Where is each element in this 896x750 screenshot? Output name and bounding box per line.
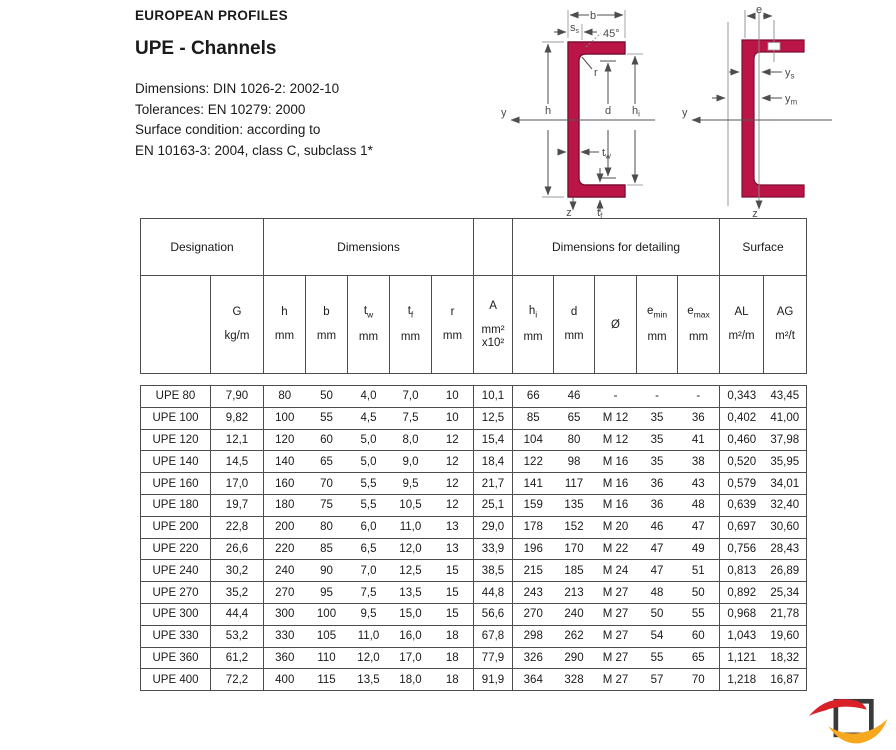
column-header: Ø: [595, 276, 637, 374]
value-cell: 38,5: [474, 560, 513, 582]
value-cell: 12,5: [390, 560, 432, 582]
value-cell: 32,40: [764, 494, 807, 516]
dim-label-r: r: [594, 67, 598, 79]
value-cell: 90: [306, 560, 348, 582]
dim-label-h: h: [544, 105, 552, 117]
value-cell: 66: [513, 386, 554, 408]
value-cell: 12: [432, 429, 474, 451]
value-cell: 44,4: [211, 603, 264, 625]
value-cell: 21,7: [474, 473, 513, 495]
value-cell: 6,5: [348, 538, 390, 560]
value-cell: M 22: [595, 538, 637, 560]
value-cell: M 27: [595, 625, 637, 647]
value-cell: 115: [306, 669, 348, 691]
value-cell: 15,0: [390, 603, 432, 625]
value-cell: 0,343: [720, 386, 764, 408]
value-cell: 10: [432, 386, 474, 408]
dim-label-e: e: [755, 4, 763, 16]
designation-cell: UPE 160: [141, 473, 211, 495]
dim-label-45deg: 45°: [603, 28, 620, 40]
value-cell: 10,1: [474, 386, 513, 408]
column-header: $e_{max}$ mm: [678, 276, 720, 374]
value-cell: 18,0: [390, 669, 432, 691]
profile-data-table: [140, 385, 807, 691]
value-cell: 1,043: [720, 625, 764, 647]
table-row: [141, 625, 807, 647]
value-cell: 9,5: [348, 603, 390, 625]
value-cell: 5,0: [348, 429, 390, 451]
value-cell: 0,892: [720, 582, 764, 604]
value-cell: M 27: [595, 582, 637, 604]
value-cell: M 12: [595, 429, 637, 451]
value-cell: 53,2: [211, 625, 264, 647]
value-cell: 262: [554, 625, 595, 647]
value-cell: 12: [432, 473, 474, 495]
value-cell: -: [678, 386, 720, 408]
dim-label-d: d: [604, 105, 612, 117]
value-cell: M 16: [595, 451, 637, 473]
value-cell: 10,5: [390, 494, 432, 516]
value-cell: 12: [432, 451, 474, 473]
value-cell: 13: [432, 538, 474, 560]
value-cell: 180: [264, 494, 306, 516]
value-cell: 13,5: [390, 582, 432, 604]
value-cell: 7,90: [211, 386, 264, 408]
column-header-row: [141, 276, 807, 374]
value-cell: 47: [637, 560, 678, 582]
value-cell: 47: [678, 516, 720, 538]
value-cell: 72,2: [211, 669, 264, 691]
value-cell: 15: [432, 560, 474, 582]
designation-cell: UPE 270: [141, 582, 211, 604]
value-cell: 0,579: [720, 473, 764, 495]
value-cell: 12,0: [348, 647, 390, 669]
value-cell: 29,0: [474, 516, 513, 538]
channel-profile-shape: [742, 40, 804, 197]
value-cell: 10: [432, 407, 474, 429]
value-cell: 85: [306, 538, 348, 560]
value-cell: 41,00: [764, 407, 807, 429]
value-cell: 364: [513, 669, 554, 691]
value-cell: 46: [554, 386, 595, 408]
value-cell: 8,0: [390, 429, 432, 451]
value-cell: 15: [432, 603, 474, 625]
designation-cell: UPE 300: [141, 603, 211, 625]
value-cell: M 12: [595, 407, 637, 429]
value-cell: 0,813: [720, 560, 764, 582]
dim-label-ss: ss: [570, 22, 579, 35]
value-cell: 213: [554, 582, 595, 604]
value-cell: 1,121: [720, 647, 764, 669]
value-cell: 70: [678, 669, 720, 691]
table-row: [141, 582, 807, 604]
group-header-area: [474, 219, 513, 276]
value-cell: 77,9: [474, 647, 513, 669]
value-cell: 43,45: [764, 386, 807, 408]
designation-cell: UPE 100: [141, 407, 211, 429]
value-cell: 54: [637, 625, 678, 647]
column-header: AG m²/t: [764, 276, 807, 374]
value-cell: 60: [678, 625, 720, 647]
designation-cell: UPE 240: [141, 560, 211, 582]
column-header: [141, 276, 211, 374]
value-cell: 0,639: [720, 494, 764, 516]
value-cell: 4,0: [348, 386, 390, 408]
value-cell: 15,4: [474, 429, 513, 451]
value-cell: 360: [264, 647, 306, 669]
value-cell: M 16: [595, 473, 637, 495]
table-row: [141, 560, 807, 582]
value-cell: 300: [264, 603, 306, 625]
dim-label-tw: $t_w$: [602, 147, 611, 161]
designation-cell: UPE 200: [141, 516, 211, 538]
value-cell: 400: [264, 669, 306, 691]
value-cell: 35,95: [764, 451, 807, 473]
desc-line: Tolerances: EN 10279: 2000: [135, 101, 306, 117]
value-cell: 1,218: [720, 669, 764, 691]
column-header: h mm: [264, 276, 306, 374]
value-cell: 67,8: [474, 625, 513, 647]
channel-section-diagram: [500, 0, 680, 218]
column-header: AL m²/m: [720, 276, 764, 374]
value-cell: 26,89: [764, 560, 807, 582]
value-cell: 243: [513, 582, 554, 604]
designation-cell: UPE 220: [141, 538, 211, 560]
value-cell: 11,0: [348, 625, 390, 647]
value-cell: 178: [513, 516, 554, 538]
value-cell: 55: [637, 647, 678, 669]
value-cell: 85: [513, 407, 554, 429]
value-cell: 110: [306, 647, 348, 669]
value-cell: 240: [264, 560, 306, 582]
company-logo: [806, 690, 890, 748]
channel-axes-diagram: [682, 0, 862, 218]
group-header-detailing: Dimensions for detailing: [513, 219, 720, 276]
value-cell: 16,87: [764, 669, 807, 691]
column-header: b mm: [306, 276, 348, 374]
value-cell: -: [595, 386, 637, 408]
value-cell: 36: [637, 494, 678, 516]
value-cell: 7,5: [348, 582, 390, 604]
value-cell: 120: [264, 429, 306, 451]
column-header: $e_{min}$ mm: [637, 276, 678, 374]
value-cell: 25,34: [764, 582, 807, 604]
value-cell: 270: [264, 582, 306, 604]
value-cell: 240: [554, 603, 595, 625]
group-header-row: [141, 219, 807, 276]
value-cell: 100: [264, 407, 306, 429]
value-cell: 9,0: [390, 451, 432, 473]
value-cell: M 27: [595, 603, 637, 625]
value-cell: 47: [637, 538, 678, 560]
value-cell: 12,5: [474, 407, 513, 429]
standards-description: [135, 79, 373, 161]
data-table-body: [141, 386, 807, 691]
designation-cell: UPE 400: [141, 669, 211, 691]
value-cell: 135: [554, 494, 595, 516]
value-cell: 35: [637, 451, 678, 473]
value-cell: -: [637, 386, 678, 408]
value-cell: 48: [678, 494, 720, 516]
value-cell: 75: [306, 494, 348, 516]
value-cell: 12,1: [211, 429, 264, 451]
value-cell: 35: [637, 407, 678, 429]
value-cell: 65: [306, 451, 348, 473]
value-cell: 0,697: [720, 516, 764, 538]
table-row: [141, 473, 807, 495]
value-cell: 57: [637, 669, 678, 691]
dim-label-tf: $t_f$: [597, 207, 603, 218]
designation-cell: UPE 140: [141, 451, 211, 473]
designation-cell: UPE 120: [141, 429, 211, 451]
value-cell: 33,9: [474, 538, 513, 560]
value-cell: 91,9: [474, 669, 513, 691]
value-cell: 48: [637, 582, 678, 604]
table-row: [141, 669, 807, 691]
value-cell: 13: [432, 516, 474, 538]
value-cell: 80: [306, 516, 348, 538]
value-cell: 290: [554, 647, 595, 669]
value-cell: 5,5: [348, 473, 390, 495]
value-cell: 80: [554, 429, 595, 451]
table-row: [141, 451, 807, 473]
value-cell: 18: [432, 625, 474, 647]
value-cell: 65: [678, 647, 720, 669]
table-row: [141, 603, 807, 625]
value-cell: 46: [637, 516, 678, 538]
value-cell: 34,01: [764, 473, 807, 495]
value-cell: 98: [554, 451, 595, 473]
value-cell: 21,78: [764, 603, 807, 625]
axis-label-z: z: [566, 207, 572, 218]
column-header: G kg/m: [211, 276, 264, 374]
value-cell: 5,5: [348, 494, 390, 516]
table-row: [141, 538, 807, 560]
value-cell: 200: [264, 516, 306, 538]
value-cell: 55: [306, 407, 348, 429]
value-cell: 26,6: [211, 538, 264, 560]
bolt-hole-marker: [768, 43, 780, 51]
value-cell: 328: [554, 669, 595, 691]
value-cell: 220: [264, 538, 306, 560]
column-header: A mm² x10²: [474, 276, 513, 374]
value-cell: 13,5: [348, 669, 390, 691]
value-cell: 330: [264, 625, 306, 647]
dim-label-ys: $y_s$: [785, 67, 795, 81]
table-row: [141, 516, 807, 538]
value-cell: 326: [513, 647, 554, 669]
value-cell: 7,0: [390, 386, 432, 408]
value-cell: 41: [678, 429, 720, 451]
value-cell: 51: [678, 560, 720, 582]
value-cell: 9,82: [211, 407, 264, 429]
value-cell: 56,6: [474, 603, 513, 625]
value-cell: 80: [264, 386, 306, 408]
value-cell: 298: [513, 625, 554, 647]
designation-cell: UPE 180: [141, 494, 211, 516]
value-cell: 95: [306, 582, 348, 604]
value-cell: 18: [432, 647, 474, 669]
value-cell: 36: [637, 473, 678, 495]
value-cell: M 27: [595, 647, 637, 669]
value-cell: 152: [554, 516, 595, 538]
value-cell: 18,32: [764, 647, 807, 669]
value-cell: 0,756: [720, 538, 764, 560]
value-cell: M 20: [595, 516, 637, 538]
column-header: $t_f$ mm: [390, 276, 432, 374]
designation-cell: UPE 360: [141, 647, 211, 669]
value-cell: 28,43: [764, 538, 807, 560]
desc-line: Surface condition: according to: [135, 122, 321, 137]
value-cell: 12: [432, 494, 474, 516]
value-cell: 16,0: [390, 625, 432, 647]
page-kicker: EUROPEAN PROFILES: [135, 8, 288, 23]
group-header-designation: Designation: [141, 219, 264, 276]
value-cell: 65: [554, 407, 595, 429]
value-cell: M 24: [595, 560, 637, 582]
value-cell: 50: [306, 386, 348, 408]
value-cell: 5,0: [348, 451, 390, 473]
desc-line: EN 10163-3: 2004, class C, subclass 1*: [135, 142, 373, 158]
value-cell: 196: [513, 538, 554, 560]
group-header-dimensions: Dimensions: [264, 219, 474, 276]
value-cell: 215: [513, 560, 554, 582]
value-cell: 170: [554, 538, 595, 560]
value-cell: 70: [306, 473, 348, 495]
value-cell: 0,520: [720, 451, 764, 473]
value-cell: 35,2: [211, 582, 264, 604]
value-cell: 159: [513, 494, 554, 516]
value-cell: 122: [513, 451, 554, 473]
value-cell: M 27: [595, 669, 637, 691]
table-row: [141, 647, 807, 669]
value-cell: 7,5: [390, 407, 432, 429]
value-cell: 19,60: [764, 625, 807, 647]
value-cell: 17,0: [211, 473, 264, 495]
value-cell: 4,5: [348, 407, 390, 429]
designation-cell: UPE 330: [141, 625, 211, 647]
value-cell: 18: [432, 669, 474, 691]
value-cell: 0,402: [720, 407, 764, 429]
column-header: $h_i$ mm: [513, 276, 554, 374]
value-cell: 25,1: [474, 494, 513, 516]
value-cell: 43: [678, 473, 720, 495]
desc-line: Dimensions: DIN 1026-2: 2002-10: [135, 81, 340, 96]
column-header: $t_w$ mm: [348, 276, 390, 374]
value-cell: 6,0: [348, 516, 390, 538]
value-cell: 61,2: [211, 647, 264, 669]
value-cell: 0,968: [720, 603, 764, 625]
value-cell: 12,0: [390, 538, 432, 560]
value-cell: 9,5: [390, 473, 432, 495]
value-cell: 14,5: [211, 451, 264, 473]
value-cell: 270: [513, 603, 554, 625]
axis-label-z: z: [752, 208, 758, 218]
value-cell: 50: [637, 603, 678, 625]
dim-label-hi: $h_i$: [632, 105, 640, 119]
value-cell: 38: [678, 451, 720, 473]
value-cell: 100: [306, 603, 348, 625]
value-cell: 15: [432, 582, 474, 604]
group-header-surface: Surface: [720, 219, 807, 276]
value-cell: 17,0: [390, 647, 432, 669]
value-cell: 30,2: [211, 560, 264, 582]
value-cell: 117: [554, 473, 595, 495]
value-cell: 37,98: [764, 429, 807, 451]
value-cell: 19,7: [211, 494, 264, 516]
value-cell: 185: [554, 560, 595, 582]
value-cell: 141: [513, 473, 554, 495]
column-header: d mm: [554, 276, 595, 374]
value-cell: 60: [306, 429, 348, 451]
value-cell: 105: [306, 625, 348, 647]
dim-label-b: b: [589, 10, 597, 22]
value-cell: 7,0: [348, 560, 390, 582]
value-cell: 44,8: [474, 582, 513, 604]
value-cell: 22,8: [211, 516, 264, 538]
value-cell: 104: [513, 429, 554, 451]
value-cell: M 16: [595, 494, 637, 516]
value-cell: 30,60: [764, 516, 807, 538]
value-cell: 36: [678, 407, 720, 429]
table-row: [141, 386, 807, 408]
value-cell: 49: [678, 538, 720, 560]
axis-label-y: y: [682, 107, 688, 119]
value-cell: 140: [264, 451, 306, 473]
axis-label-y: y: [501, 107, 507, 119]
table-row: [141, 494, 807, 516]
designation-cell: UPE 80: [141, 386, 211, 408]
value-cell: 0,460: [720, 429, 764, 451]
page-title: UPE - Channels: [135, 38, 277, 59]
value-cell: 11,0: [390, 516, 432, 538]
value-cell: 35: [637, 429, 678, 451]
dim-label-ym: $y_m$: [785, 93, 798, 107]
table-row: [141, 407, 807, 429]
column-header: r mm: [432, 276, 474, 374]
value-cell: 18,4: [474, 451, 513, 473]
value-cell: 50: [678, 582, 720, 604]
profile-table-header: [140, 218, 807, 374]
value-cell: 55: [678, 603, 720, 625]
table-row: [141, 429, 807, 451]
value-cell: 160: [264, 473, 306, 495]
